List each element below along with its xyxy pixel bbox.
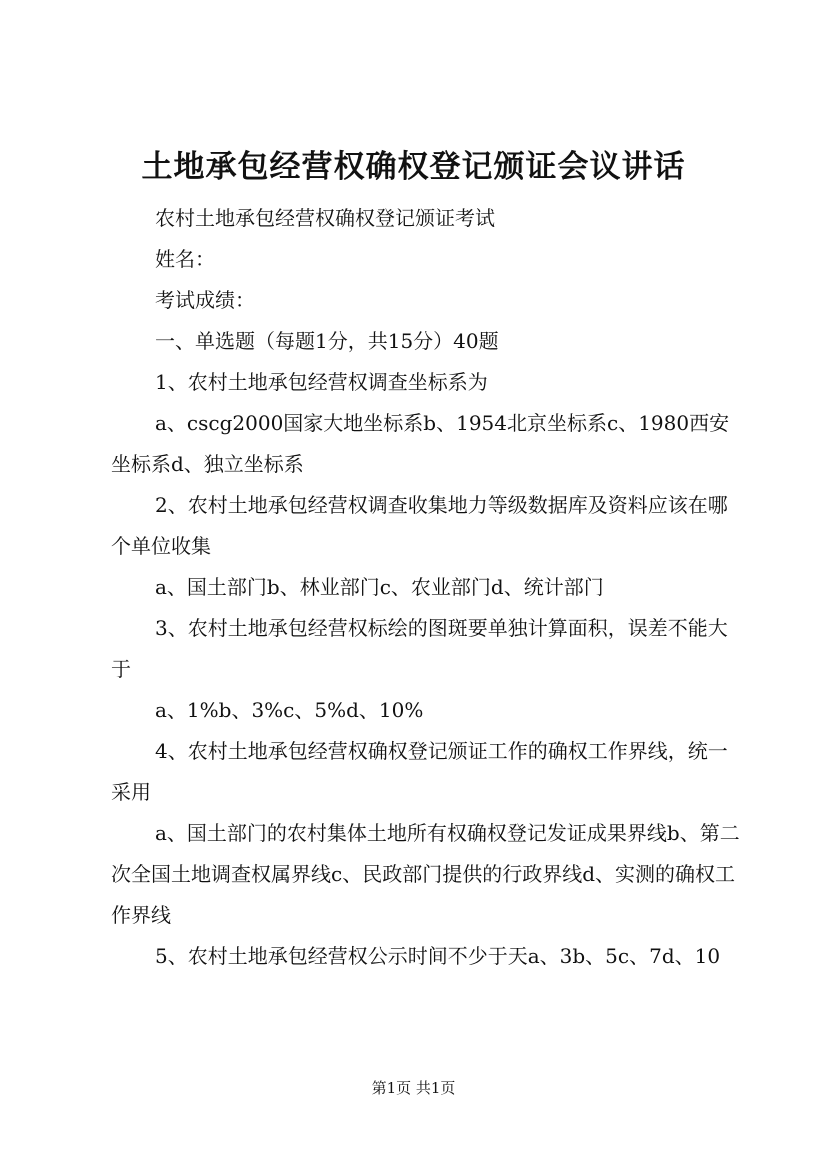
document-title: 土地承包经营权确权登记颁证会议讲话: [141, 149, 686, 185]
paragraph-subtitle: 农村土地承包经营权确权登记颁证考试: [155, 206, 495, 230]
page-footer: 第1页 共1页: [371, 1079, 456, 1097]
question-4-options: a、国土部门的农村集体土地所有权确权登记发证成果界线b、第二次全国土地调查权属界线c、民政部门提供的行政界线d、实测的确权工作界线: [111, 821, 740, 927]
document-body: [111, 198, 743, 977]
paragraph-name-field: 姓名：: [155, 247, 215, 271]
paragraph-score-field: 考试成绩：: [155, 288, 255, 312]
paragraph-section-heading: 一、单选题（每题1分，共15分）40题: [155, 329, 499, 353]
question-3-options: a、1%b、3%c、5%d、10%: [155, 698, 424, 722]
question-2: 2、农村土地承包经营权调查收集地力等级数据库及资料应该在哪个单位收集: [111, 493, 728, 558]
question-4: 4、农村土地承包经营权确权登记颁证工作的确权工作界线，统一采用: [111, 739, 728, 804]
question-1: 1、农村土地承包经营权调查坐标系为: [155, 370, 488, 394]
question-3: 3、农村土地承包经营权标绘的图斑要单独计算面积，误差不能大于: [111, 616, 728, 681]
question-2-options: a、国土部门b、林业部门c、农业部门d、统计部门: [155, 575, 604, 599]
question-5: 5、农村土地承包经营权公示时间不少于天a、3b、5c、7d、10: [155, 944, 721, 968]
question-1-options: a、cscg2000国家大地坐标系b、1954北京坐标系c、1980西安坐标系d、独立坐标系: [111, 411, 730, 476]
